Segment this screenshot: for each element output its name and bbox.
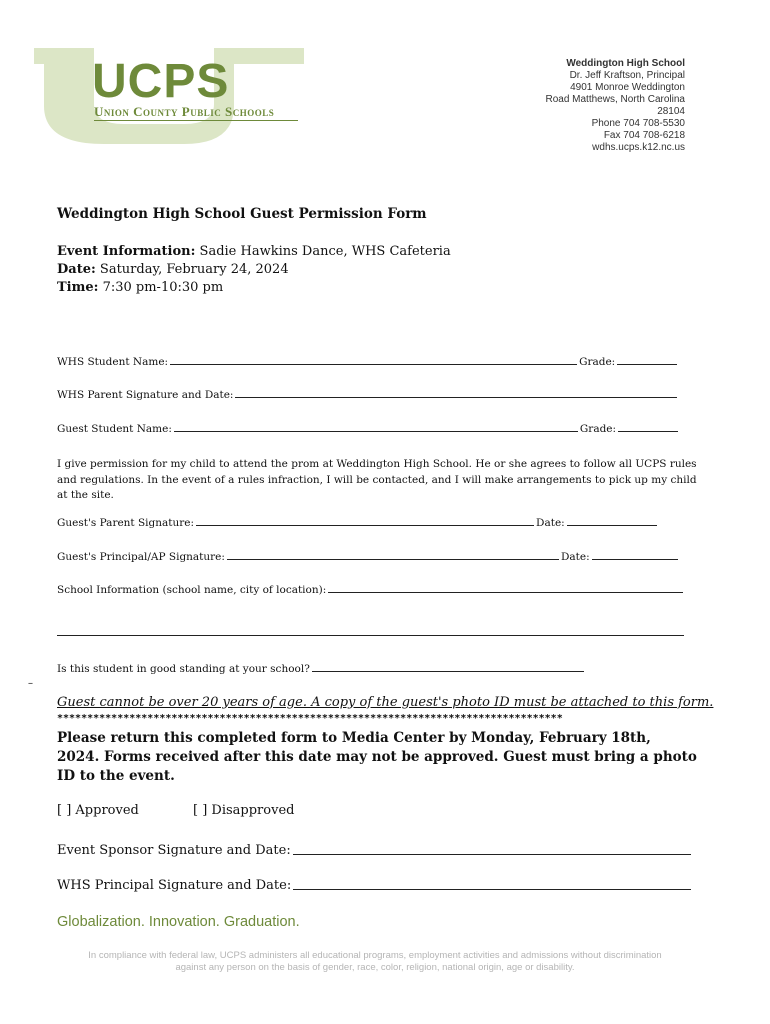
guest-parent-signature-row <box>57 517 659 529</box>
guest-name-label: Guest Student Name: <box>57 423 172 435</box>
principal-signature-label: WHS Principal Signature and Date: <box>57 878 292 893</box>
guest-principal-signature-label: Guest's Principal/AP Signature: <box>57 551 225 563</box>
compliance-line-1: In compliance with federal law, UCPS administers all educational programs, employment activities and admissions without discrimination <box>88 950 662 961</box>
address-fax: Fax 704 708-6218 <box>603 130 685 141</box>
margin-dash: – <box>28 678 33 689</box>
school-info-label: School Information (school name, city of location): <box>57 584 327 596</box>
date1-field[interactable] <box>567 524 657 526</box>
date-value: Saturday, February 24, 2024 <box>99 262 289 277</box>
event-label: Event Information: <box>57 244 196 259</box>
form-title: Weddington High School Guest Permission Form <box>57 206 427 222</box>
compliance-notice <box>60 950 690 974</box>
guest-parent-signature-field[interactable] <box>196 524 534 526</box>
address-zip: 28104 <box>657 106 685 117</box>
date-label: Date: <box>57 262 96 277</box>
address-street: 4901 Monroe Weddington <box>570 82 685 93</box>
date2-label: Date: <box>560 551 590 563</box>
principal-signature-field[interactable] <box>293 888 691 890</box>
school-address <box>545 58 685 154</box>
time-label: Time: <box>57 280 99 295</box>
guest-grade-field[interactable] <box>618 430 678 432</box>
parent-signature-field[interactable] <box>235 396 677 398</box>
student-name-label: WHS Student Name: <box>57 356 169 368</box>
return-instructions: Please return this completed form to Media Center by Monday, February 18th, 2024. Forms received after this date may not be approved. Guest must bring a photo ID to the event. <box>57 730 697 784</box>
address-phone: Phone 704 708-5530 <box>591 118 685 129</box>
sponsor-signature-field[interactable] <box>293 853 691 855</box>
time-value: 7:30 pm-10:30 pm <box>102 280 224 295</box>
sponsor-signature-label: Event Sponsor Signature and Date: <box>57 843 291 858</box>
age-warning: Guest cannot be over 20 years of age. A copy of the guest's photo ID must be attached to this form. <box>57 695 714 710</box>
good-standing-field[interactable] <box>312 670 584 672</box>
grade-label: Grade: <box>579 356 616 368</box>
date2-field[interactable] <box>592 558 678 560</box>
logo-district-name: Union County Public Schools <box>94 104 275 119</box>
address-city: Road Matthews, North Carolina <box>545 94 685 105</box>
approved-checkbox[interactable]: [ ] Approved <box>57 803 139 818</box>
sponsor-signature-row <box>57 843 693 858</box>
guest-principal-signature-field[interactable] <box>227 558 559 560</box>
guest-principal-signature-row <box>57 551 680 563</box>
grade-field[interactable] <box>617 363 677 365</box>
parent-signature-label: WHS Parent Signature and Date: <box>57 389 234 401</box>
parent-signature-row <box>57 389 679 401</box>
logo-rule <box>94 120 298 121</box>
compliance-line-2: against any person on the basis of gender, race, color, religion, national origin, age or disability. <box>175 962 575 973</box>
school-info-field[interactable] <box>328 591 683 593</box>
guest-grade-label: Grade: <box>579 423 617 435</box>
event-value: Sadie Hawkins Dance, WHS Cafeteria <box>199 244 451 259</box>
guest-name-row <box>57 423 680 435</box>
good-standing-row <box>57 663 586 675</box>
logo-wordmark: UCPS <box>92 55 230 108</box>
student-name-row <box>57 356 679 368</box>
asterisk-divider: ************************************************************************************ <box>57 713 563 724</box>
address-web: wdhs.ucps.k12.nc.us <box>592 142 685 153</box>
good-standing-label: Is this student in good standing at your school? <box>57 663 310 675</box>
school-info-second-line[interactable] <box>57 635 684 636</box>
address-principal: Dr. Jeff Kraftson, Principal <box>569 70 685 81</box>
event-info <box>57 243 451 297</box>
district-slogan: Globalization. Innovation. Graduation. <box>57 914 300 930</box>
principal-signature-row <box>57 878 693 893</box>
disapproved-checkbox[interactable]: [ ] Disapproved <box>193 803 295 818</box>
guest-parent-signature-label: Guest's Parent Signature: <box>57 517 195 529</box>
student-name-field[interactable] <box>170 363 577 365</box>
guest-name-field[interactable] <box>174 430 578 432</box>
permission-paragraph: I give permission for my child to attend the prom at Weddington High School. He or she agrees to follow all UCPS rules and regulations. In the event of a rules infraction, I will be contacted, and I will make arrangements to pick up my child at the site. <box>57 458 697 501</box>
date1-label: Date: <box>536 517 565 529</box>
address-school: Weddington High School <box>566 58 685 69</box>
school-info-row <box>57 584 685 596</box>
